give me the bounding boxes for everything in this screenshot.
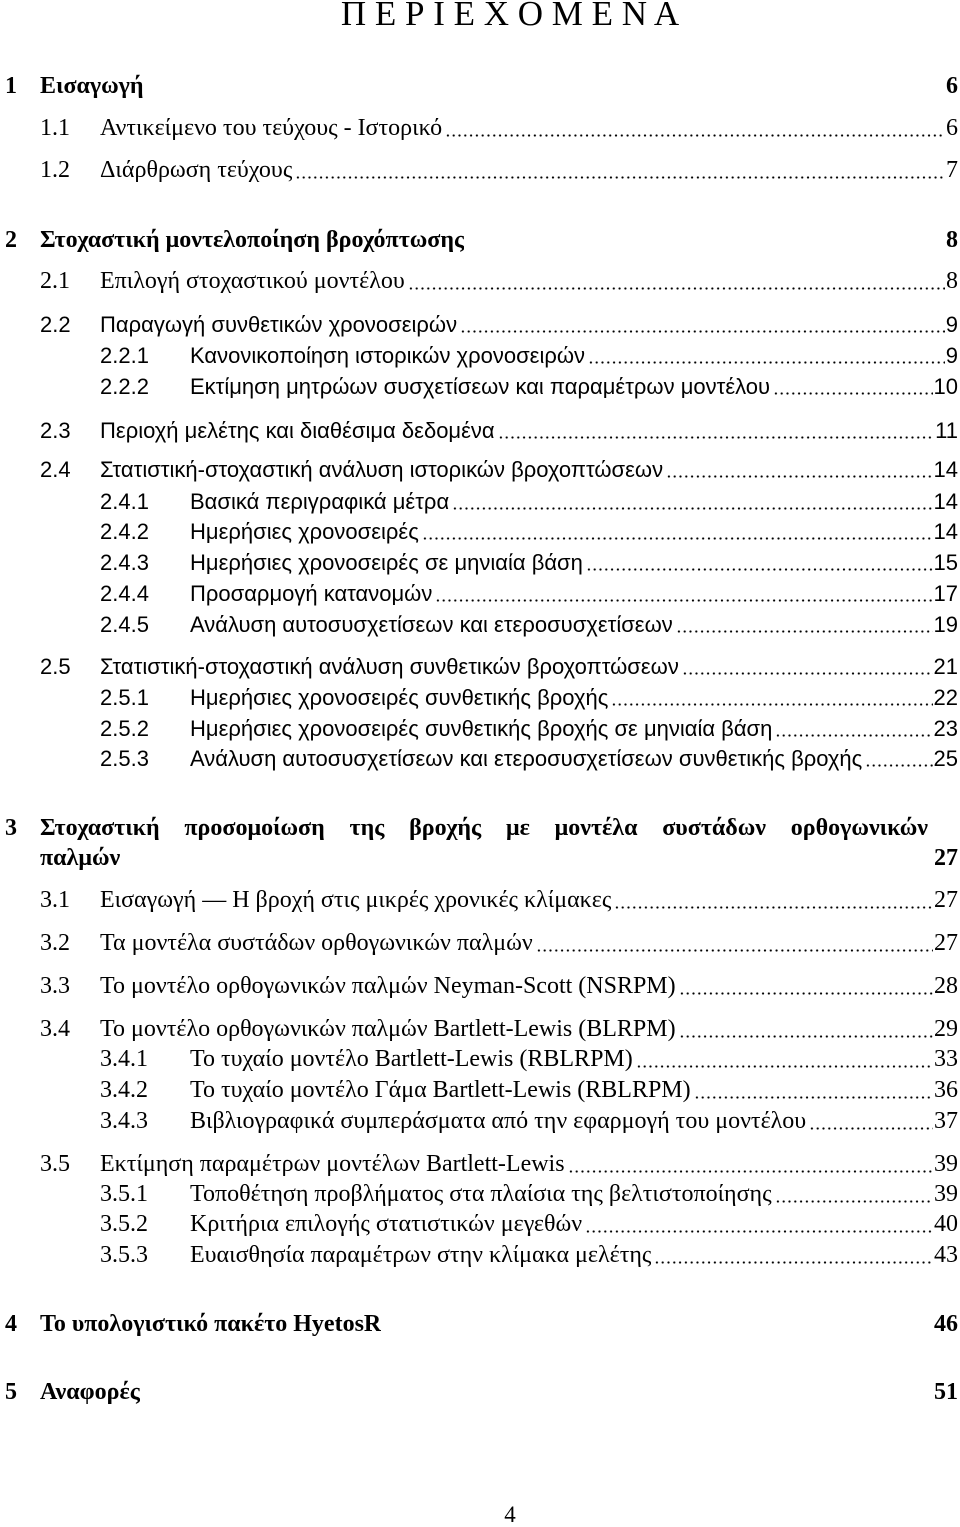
entry-title: Κανονικοποίηση ιστορικών χρονοσειρών — [190, 343, 586, 368]
entry-number: 2.4.1 — [100, 489, 149, 514]
toc-entry-3-4-1 — [0, 1044, 960, 1074]
entry-title: Στατιστική-στοχαστική ανάλυση συνθετικών βροχοπτώσεων — [100, 654, 679, 679]
dot-leader — [682, 652, 933, 682]
entry-page: 39 — [934, 1151, 958, 1177]
toc-entry-3-5-2 — [0, 1209, 960, 1239]
entry-number: 3.4 — [40, 1016, 70, 1042]
entry-title: Διάρθρωση τεύχους — [100, 157, 293, 183]
entry-number: 2.1 — [40, 268, 70, 294]
dot-leader — [773, 372, 932, 402]
entry-line — [190, 1209, 958, 1239]
entry-title: Ανάλυση αυτοσυσχετίσεων και ετεροσυσχετίσεων συνθετικής βροχής — [190, 746, 863, 771]
entry-line — [100, 455, 958, 485]
toc-entry-2-4-5 — [0, 610, 960, 640]
entry-page: 7 — [946, 157, 958, 183]
entry-number: 3.4.2 — [100, 1077, 148, 1103]
entry-page: 22 — [933, 685, 958, 710]
entry-title-line-1: Στοχαστική προσομοίωση της βροχής με μοντέλα συστάδων ορθογωνικών — [40, 815, 928, 841]
entry-page: 11 — [935, 418, 958, 443]
entry-number: 2.4.4 — [100, 581, 149, 606]
dot-leader — [614, 885, 933, 915]
toc-entry-2-4-2 — [0, 517, 960, 547]
entry-number: 2 — [5, 227, 17, 253]
entry-page: 14 — [933, 519, 958, 544]
entry-number: 3.5.2 — [100, 1211, 148, 1237]
entry-number: 2.5.1 — [100, 685, 149, 710]
entry-line — [40, 843, 958, 873]
dot-leader — [585, 1209, 933, 1239]
entry-title: Περιοχή μελέτης και διαθέσιμα δεδομένα — [100, 418, 495, 443]
entry-title: Το τυχαίο μοντέλο Bartlett-Lewis (RBLRPM) — [190, 1046, 633, 1072]
entry-line — [190, 372, 958, 402]
entry-page: 39 — [934, 1181, 958, 1207]
entry-number: 2.3 — [40, 418, 71, 443]
entry-title: Ημερήσιες χρονοσειρές συνθετικής βροχής σε μηνιαία βάση — [190, 716, 773, 741]
dot-leader — [123, 843, 933, 873]
dot-leader — [143, 1377, 933, 1407]
toc-entry-3-4-3 — [0, 1106, 960, 1136]
entry-title: Ημερήσιες χρονοσειρές σε μηνιαία βάση — [190, 550, 583, 575]
dot-leader — [147, 71, 945, 101]
entry-page: 9 — [945, 312, 958, 337]
entry-number: 2.4 — [40, 457, 71, 482]
entry-page: 15 — [933, 550, 958, 575]
entry-number: 2.2.2 — [100, 374, 149, 399]
entry-number: 2.2 — [40, 312, 71, 337]
dot-leader — [435, 579, 932, 609]
entry-title: Το τυχαίο μοντέλο Γάμα Bartlett-Lewis (RBLRPM) — [190, 1077, 691, 1103]
toc-entry-2-5 — [0, 652, 960, 682]
entry-page: 29 — [934, 1016, 958, 1042]
toc-entry-2-4-3 — [0, 548, 960, 578]
entry-page: 10 — [933, 374, 958, 399]
toc-entry-2-5-1 — [0, 683, 960, 713]
entry-number: 2.5 — [40, 654, 71, 679]
entry-page: 28 — [934, 973, 958, 999]
dot-leader — [384, 1309, 933, 1339]
toc-entry-2 — [0, 225, 960, 255]
entry-page: 14 — [933, 489, 958, 514]
dot-leader — [452, 487, 932, 517]
dot-leader — [536, 928, 933, 958]
entry-title: Επιλογή στοχαστικού μοντέλου — [100, 268, 405, 294]
entry-number: 1.2 — [40, 157, 70, 183]
entry-title: Βιβλιογραφικά συμπεράσματα από την εφαρμογή του μοντέλου — [190, 1108, 807, 1134]
entry-line — [100, 113, 958, 143]
page-title: Π Ε Ρ Ι Ε Χ Ο Μ Ε Ν Α — [340, 0, 680, 33]
entry-page: 27 — [934, 845, 958, 871]
entry-page: 36 — [934, 1077, 958, 1103]
entry-line — [190, 1179, 958, 1209]
toc-entry-2-5-2 — [0, 714, 960, 744]
entry-number: 2.4.5 — [100, 612, 149, 637]
entry-page: 6 — [946, 73, 958, 99]
entry-title: Κριτήρια επιλογής στατιστικών μεγεθών — [190, 1211, 583, 1237]
toc-entry-3-1 — [0, 885, 960, 915]
entry-page: 8 — [946, 268, 958, 294]
entry-line — [40, 71, 958, 101]
entry-page: 19 — [933, 612, 958, 637]
entry-title: Ανάλυση αυτοσυσχετίσεων και ετεροσυσχετίσεων — [190, 612, 673, 637]
dot-leader — [636, 1044, 933, 1074]
entry-number: 3.5.1 — [100, 1181, 148, 1207]
entry-page: 17 — [933, 581, 958, 606]
toc-entry-3-2 — [0, 928, 960, 958]
entry-number: 5 — [5, 1379, 17, 1405]
entry-number: 2.5.3 — [100, 746, 149, 771]
dot-leader — [679, 971, 933, 1001]
dot-leader — [586, 548, 933, 578]
entry-number: 2.4.3 — [100, 550, 149, 575]
entry-line — [100, 1014, 958, 1044]
entry-page: 51 — [934, 1379, 958, 1405]
entry-number: 3.2 — [40, 930, 70, 956]
entry-page: 46 — [934, 1311, 958, 1337]
entry-page: 25 — [933, 746, 958, 771]
entry-line — [100, 652, 958, 682]
entry-line — [190, 683, 958, 713]
entry-number: 1.1 — [40, 115, 70, 141]
entry-title: Ημερήσιες χρονοσειρές — [190, 519, 419, 544]
dot-leader — [694, 1075, 933, 1105]
entry-title: Το μοντέλο ορθογωνικών παλμών Bartlett-Lewis (BLRPM) — [100, 1016, 676, 1042]
entry-line — [40, 1309, 958, 1339]
dot-leader — [775, 714, 932, 744]
toc-entry-3-4 — [0, 1014, 960, 1044]
entry-line — [190, 1106, 958, 1136]
entry-page: 33 — [934, 1046, 958, 1072]
entry-page: 6 — [946, 115, 958, 141]
entry-page: 23 — [933, 716, 958, 741]
entry-title: Ευαισθησία παραμέτρων στην κλίμακα μελέτης — [190, 1242, 652, 1268]
entry-title: Το μοντέλο ορθογωνικών παλμών Neyman-Scott (NSRPM) — [100, 973, 676, 999]
dot-leader — [676, 610, 933, 640]
toc-entry-3-5 — [0, 1149, 960, 1179]
dot-leader — [809, 1106, 933, 1136]
entry-line — [190, 1240, 958, 1270]
entry-line — [100, 266, 958, 296]
dot-leader — [666, 455, 932, 485]
entry-title: Τοποθέτηση προβλήματος στα πλαίσια της βελτιστοποίησης — [190, 1181, 772, 1207]
entry-line — [190, 517, 958, 547]
entry-line — [190, 1075, 958, 1105]
entry-title: Εισαγωγή — [40, 73, 144, 99]
entry-title: Ημερήσιες χρονοσειρές συνθετικής βροχής — [190, 685, 609, 710]
entry-title: Εισαγωγή — Η βροχή στις μικρές χρονικές κλίμακες — [100, 887, 612, 913]
entry-number: 3.4.3 — [100, 1108, 148, 1134]
entry-title: Προσαρμογή κατανομών — [190, 581, 433, 606]
entry-number: 3.3 — [40, 973, 70, 999]
entry-line — [190, 341, 958, 371]
dot-leader — [865, 744, 932, 774]
entry-line — [190, 487, 958, 517]
entry-title: Βασικά περιγραφικά μέτρα — [190, 489, 450, 514]
toc-entry-5 — [0, 1377, 960, 1407]
dot-leader — [611, 683, 932, 713]
toc-entry-3-3 — [0, 971, 960, 1001]
toc-entry-1-1 — [0, 113, 960, 143]
entry-number: 2.5.2 — [100, 716, 149, 741]
entry-page: 9 — [945, 343, 958, 368]
toc-entry-3-5-3 — [0, 1240, 960, 1270]
dot-leader — [775, 1179, 933, 1209]
entry-line — [190, 714, 958, 744]
entry-line — [190, 1044, 958, 1074]
toc-entry-3-4-2 — [0, 1075, 960, 1105]
toc-entry-2-2 — [0, 310, 960, 340]
dot-leader — [445, 113, 945, 143]
dot-leader — [422, 517, 933, 547]
entry-number: 2.2.1 — [100, 343, 149, 368]
toc-entry-1-2 — [0, 155, 960, 185]
dot-leader — [295, 155, 945, 185]
entry-number: 3.4.1 — [100, 1046, 148, 1072]
toc-entry-1 — [0, 71, 960, 101]
entry-title: Αναφορές — [40, 1379, 140, 1405]
entry-line — [190, 548, 958, 578]
entry-number: 3.5.3 — [100, 1242, 148, 1268]
toc-entry-2-5-3 — [0, 744, 960, 774]
entry-line — [190, 610, 958, 640]
toc-entry-4 — [0, 1309, 960, 1339]
page-number: 4 — [504, 1502, 516, 1527]
dot-leader — [498, 416, 935, 446]
entry-line — [190, 744, 958, 774]
dot-leader — [568, 1149, 933, 1179]
entry-title-line-2: παλμών — [40, 845, 121, 871]
dot-leader — [654, 1240, 933, 1270]
toc-entry-2-4 — [0, 455, 960, 485]
dot-leader — [460, 310, 945, 340]
entry-line — [100, 1149, 958, 1179]
entry-page: 27 — [934, 887, 958, 913]
entry-number: 1 — [5, 73, 17, 99]
entry-number: 2.4.2 — [100, 519, 149, 544]
toc-entry-2-3 — [0, 416, 960, 446]
dot-leader — [588, 341, 945, 371]
toc-entry-2-4-1 — [0, 487, 960, 517]
entry-line — [40, 1377, 958, 1407]
entry-number: 3 — [5, 815, 17, 841]
entry-page: 40 — [934, 1211, 958, 1237]
entry-line — [190, 579, 958, 609]
entry-title: Το υπολογιστικό πακέτο HyetosR — [40, 1311, 382, 1337]
entry-number: 3.1 — [40, 887, 70, 913]
entry-number: 3.5 — [40, 1151, 70, 1177]
entry-line — [100, 155, 958, 185]
toc-entry-2-4-4 — [0, 579, 960, 609]
entry-page: 27 — [934, 930, 958, 956]
toc-entry-3 — [0, 813, 960, 873]
entry-line — [100, 971, 958, 1001]
entry-page: 37 — [934, 1108, 958, 1134]
toc-entry-3-5-1 — [0, 1179, 960, 1209]
entry-title: Στατιστική-στοχαστική ανάλυση ιστορικών βροχοπτώσεων — [100, 457, 664, 482]
entry-page: 21 — [933, 654, 958, 679]
entry-page: 43 — [934, 1242, 958, 1268]
entry-line — [100, 928, 958, 958]
entry-title: Τα μοντέλα συστάδων ορθογωνικών παλμών — [100, 930, 533, 956]
entry-title: Παραγωγή συνθετικών χρονοσειρών — [100, 312, 458, 337]
entry-line — [40, 225, 958, 255]
entry-page: 8 — [946, 227, 958, 253]
entry-title: Αντικείμενο του τεύχους - Ιστορικό — [100, 115, 443, 141]
entry-line — [100, 310, 958, 340]
toc-entry-2-2-2 — [0, 372, 960, 402]
entry-page: 14 — [933, 457, 958, 482]
dot-leader — [408, 266, 945, 296]
dot-leader — [679, 1014, 933, 1044]
entry-title: Εκτίμηση μητρώων συσχετίσεων και παραμέτρων μοντέλου — [190, 374, 771, 399]
entry-line — [100, 885, 958, 915]
toc-entry-2-2-1 — [0, 341, 960, 371]
toc-entry-2-1 — [0, 266, 960, 296]
entry-line — [100, 416, 958, 446]
entry-title: Εκτίμηση παραμέτρων μοντέλων Bartlett-Lewis — [100, 1151, 565, 1177]
entry-title: Στοχαστική μοντελοποίηση βροχόπτωσης — [40, 227, 465, 253]
dot-leader — [467, 225, 945, 255]
entry-number: 4 — [5, 1311, 17, 1337]
